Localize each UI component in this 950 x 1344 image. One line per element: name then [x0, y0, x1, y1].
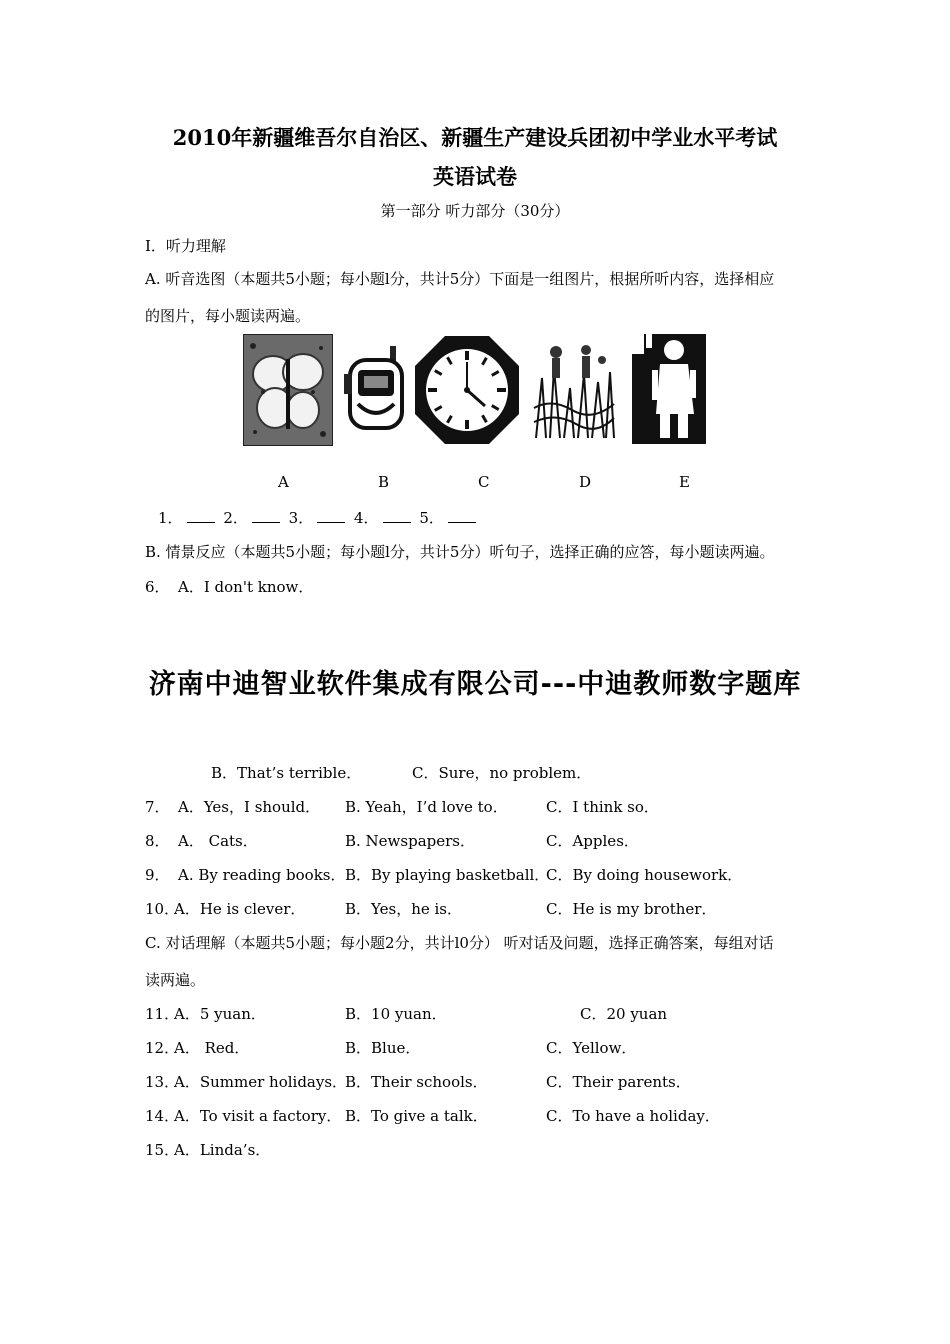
- field-picture: [532, 338, 616, 444]
- option-c: C．Their parents．: [546, 1073, 691, 1091]
- option-c: C．20 yuan: [580, 1005, 668, 1023]
- section-b-instruction: B. 情景反应（本题共5小题；每小题l分，共计5分）听句子，选择正确的应答，每小题读两遍。: [145, 543, 775, 561]
- watermark-banner: 济南中迪智业软件集成有限公司---中迪教师数字题库: [148, 669, 802, 700]
- part-heading: 第一部分 听力部分（30分）: [380, 202, 570, 220]
- option-b: B．Yes，he is．: [345, 900, 462, 918]
- option-b: B．By playing basketball．: [345, 866, 550, 884]
- option-b: B．Their schools．: [345, 1073, 488, 1091]
- question-num: 9．: [145, 866, 170, 884]
- clock-picture: [413, 334, 521, 446]
- option-c: C．He is my brother．: [546, 900, 717, 918]
- answer-number: 3．: [288, 509, 314, 527]
- option-c: C．I think so．: [546, 798, 659, 816]
- picture-label-a: A: [278, 473, 289, 491]
- question-num: 6．: [145, 578, 170, 596]
- section-heading: Ⅰ．听力理解: [145, 237, 226, 255]
- answer-blank[interactable]: [187, 508, 215, 523]
- question-num: 7．: [145, 798, 170, 816]
- option-c: C．Sure，no problem．: [412, 764, 592, 782]
- option-a: A． Red．: [174, 1039, 250, 1057]
- question-num: 12．: [145, 1039, 180, 1057]
- picture-label-c: C: [478, 473, 490, 491]
- section-c-instruction: C. 对话理解（本题共5小题；每小题2分，共计l0分） 听对话及问题，选择正确答案，每组对话: [145, 934, 774, 952]
- person-picture: [632, 334, 706, 444]
- option-a: A．Linda’s．: [174, 1141, 271, 1159]
- option-a: A．I don't know．: [178, 578, 314, 596]
- section-c-instruction-cont: 读两遍。: [145, 971, 206, 989]
- option-a: A．Yes，I should．: [178, 798, 321, 816]
- picture-label-b: B: [378, 473, 390, 491]
- option-b: B．10 yuan．: [345, 1005, 447, 1023]
- answer-blank[interactable]: [252, 508, 280, 523]
- option-b: B. Newspapers．: [345, 832, 475, 850]
- option-a: A． Cats．: [178, 832, 258, 850]
- question-num: 10．: [145, 900, 180, 918]
- answer-number: 2．: [223, 509, 248, 527]
- option-b: B．To give a talk．: [345, 1107, 488, 1125]
- option-c: C．Apples．: [546, 832, 639, 850]
- option-a: A．To visit a factory．: [174, 1107, 342, 1125]
- exam-title: 2010年新疆维吾尔自治区、新疆生产建设兵团初中学业水平考试: [172, 125, 778, 150]
- option-a: A．5 yuan．: [174, 1005, 266, 1023]
- section-a-instruction-cont: 的图片，每小题读两遍。: [145, 307, 311, 325]
- answer-number: 1．: [158, 509, 183, 527]
- exam-subtitle: 英语试卷: [433, 164, 517, 189]
- option-b: B．That’s terrible．: [211, 764, 362, 782]
- answer-blank[interactable]: [317, 508, 345, 523]
- answer-blank[interactable]: [448, 508, 476, 523]
- option-a: A. By reading books．: [178, 866, 346, 884]
- option-b: B．Blue．: [345, 1039, 421, 1057]
- question-num: 11．: [145, 1005, 180, 1023]
- picture-label-d: D: [579, 473, 592, 491]
- answer-number: 5．: [419, 509, 444, 527]
- picture-label-e: E: [679, 473, 690, 491]
- answer-blanks: [158, 507, 480, 528]
- option-c: C．By doing housework．: [546, 866, 743, 884]
- mobile-phone-picture: [344, 344, 408, 432]
- option-c: C．To have a holiday．: [546, 1107, 720, 1125]
- option-a: A．He is clever．: [174, 900, 306, 918]
- section-a-instruction: A. 听音选图（本题共5小题；每小题l分，共计5分）下面是一组图片，根据所听内容，选择相应: [145, 270, 775, 288]
- question-num: 15．: [145, 1141, 180, 1159]
- question-num: 13．: [145, 1073, 180, 1091]
- answer-blank[interactable]: [383, 508, 411, 523]
- option-c: C．Yellow．: [546, 1039, 637, 1057]
- option-a: A．Summer holidays．: [174, 1073, 348, 1091]
- answer-number: 4．: [353, 509, 379, 527]
- question-num: 8．: [145, 832, 170, 850]
- question-num: 14．: [145, 1107, 180, 1125]
- butterfly-picture: [243, 334, 333, 446]
- option-b: B. Yeah，I’d love to．: [345, 798, 508, 816]
